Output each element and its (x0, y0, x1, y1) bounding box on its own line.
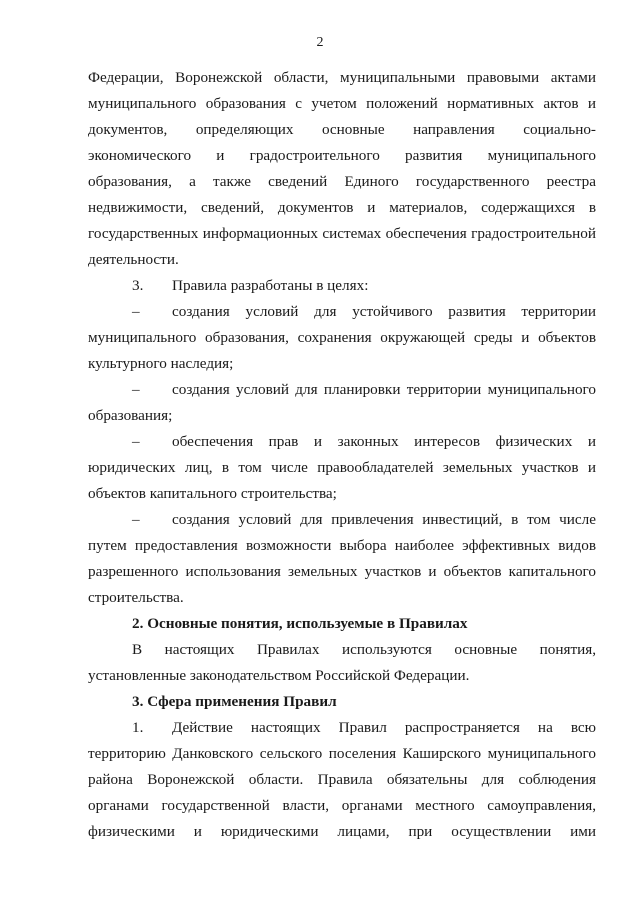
paragraph-line: района Воронежской области. Правила обязательны для соблюдения (88, 771, 596, 788)
dash-text: создания условий для привлечения инвестиций, в том числе (172, 511, 596, 528)
paragraph-line: муниципального образования, сохранения окружающей среды и объектов (88, 329, 596, 346)
paragraph-line: деятельности. (88, 251, 179, 268)
dash-text: обеспечения прав и законных интересов физических и (172, 433, 596, 450)
paragraph-line: документов, определяющих основные направления социально- (88, 121, 596, 138)
paragraph-line: экономического и градостроительного развития муниципального (88, 147, 596, 164)
section-heading: 2. Основные понятия, используемые в Правилах (132, 615, 468, 632)
paragraph-line: органами государственной власти, органами местного самоуправления, (88, 797, 596, 814)
dash-text: создания условий для устойчивого развития территории (172, 303, 596, 320)
section-heading: 3. Сфера применения Правил (132, 693, 337, 710)
document-body (88, 65, 596, 845)
dash-item (88, 299, 596, 325)
numbered-paragraph (88, 715, 596, 741)
paragraph-line: путем предоставления возможности выбора наиболее эффективных видов (88, 537, 596, 554)
paragraph-line: муниципального образования с учетом положений нормативных актов и (88, 95, 596, 112)
paragraph-line: Федерации, Воронежской области, муниципальными правовыми актами (88, 69, 596, 86)
paragraph-line: образования, а также сведений Единого государственного реестра (88, 173, 596, 190)
paragraph-line: государственных информационных системах обеспечения градостроительной (88, 225, 596, 242)
paragraph-line: юридических лиц, в том числе правообладателей земельных участков и (88, 459, 596, 476)
paragraph-line: установленные законодательством Российской Федерации. (88, 667, 470, 684)
paragraph-line: физическими и юридическими лицами, при осуществлении ими (88, 823, 596, 840)
dash-marker: – (132, 303, 140, 320)
dash-marker: – (132, 381, 140, 398)
dash-text: создания условий для планировки территории муниципального (172, 381, 596, 398)
page-number: 2 (316, 35, 324, 50)
paragraph-line: образования; (88, 407, 173, 424)
item-text: Действие настоящих Правил распространяется на всю (172, 719, 596, 736)
dash-item (88, 429, 596, 455)
item-text: Правила разработаны в целях: (172, 277, 369, 294)
item-number: 1. (132, 719, 144, 736)
dash-item (88, 377, 596, 403)
paragraph-line: В настоящих Правилах используются основные понятия, (132, 641, 596, 658)
dash-item (88, 507, 596, 533)
dash-marker: – (132, 511, 140, 528)
numbered-paragraph (88, 273, 596, 299)
paragraph-line: строительства. (88, 589, 184, 606)
paragraph-line: объектов капитального строительства; (88, 485, 337, 502)
paragraph-line: культурного наследия; (88, 355, 234, 372)
item-number: 3. (132, 277, 144, 294)
paragraph-line: недвижимости, сведений, документов и материалов, содержащихся в (88, 199, 596, 216)
paragraph-line: разрешенного использования земельных участков и объектов капитального (88, 563, 596, 580)
paragraph-line: территорию Данковского сельского поселения Каширского муниципального (88, 745, 596, 762)
dash-marker: – (132, 433, 140, 450)
